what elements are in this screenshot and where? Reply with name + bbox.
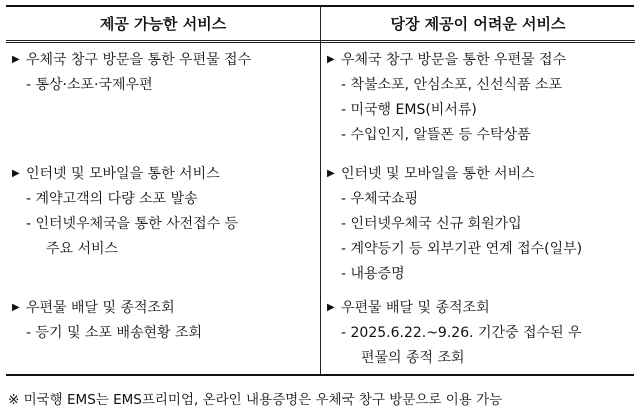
group-item: - 2025.6.22.~9.26. 기간중 접수된 우	[341, 325, 582, 341]
group-item: - 내용증명	[341, 266, 405, 282]
group-item: - 등기 및 소포 배송현황 조회	[26, 325, 203, 341]
group-item: - 계약등기 등 외부기관 연계 접수(일부)	[341, 241, 583, 257]
unavailable-services-column	[320, 7, 635, 374]
available-services-column	[6, 7, 320, 374]
available-services-header: 제공 가능한 서비스	[6, 7, 320, 43]
triangle-right-icon: ▶	[327, 168, 335, 179]
triangle-right-icon: ▶	[12, 302, 20, 313]
group-title: 우체국 창구 방문을 통한 우편물 접수	[26, 52, 252, 68]
group-title: 우체국 창구 방문을 통한 우편물 접수	[341, 52, 567, 68]
group-item: - 수입인지, 알뜰폰 등 수탁상품	[341, 127, 531, 143]
triangle-right-icon: ▶	[12, 54, 20, 65]
footnote: ※ 미국행 EMS는 EMS프리미엄, 온라인 내용증명은 우체국 창구 방문으로 이용 가능	[8, 392, 503, 408]
group-title: 우편물 배달 및 종적조회	[26, 300, 175, 316]
group-item: - 인터넷우체국 신규 회원가입	[341, 216, 522, 232]
triangle-right-icon: ▶	[12, 168, 20, 179]
group-item: - 미국행 EMS(비서류)	[341, 102, 477, 118]
group-title: 우편물 배달 및 종적조회	[341, 300, 490, 316]
group-item: - 우체국쇼핑	[341, 191, 419, 207]
group-item: - 착불소포, 안심소포, 신선식품 소포	[341, 77, 563, 93]
group-title: 인터넷 및 모바일을 통한 서비스	[26, 166, 220, 182]
group-item: 주요 서비스	[46, 241, 119, 257]
group-item: 편물의 종적 조회	[361, 350, 465, 366]
group-title: 인터넷 및 모바일을 통한 서비스	[341, 166, 535, 182]
unavailable-services-header: 당장 제공이 어려운 서비스	[321, 7, 635, 43]
group-item: - 계약고객의 다량 소포 발송	[26, 191, 198, 207]
triangle-right-icon: ▶	[327, 302, 335, 313]
services-table	[6, 5, 634, 376]
group-item: - 인터넷우체국을 통한 사전접수 등	[26, 216, 239, 232]
group-item: - 통상·소포·국제우편	[26, 77, 153, 93]
triangle-right-icon: ▶	[327, 54, 335, 65]
